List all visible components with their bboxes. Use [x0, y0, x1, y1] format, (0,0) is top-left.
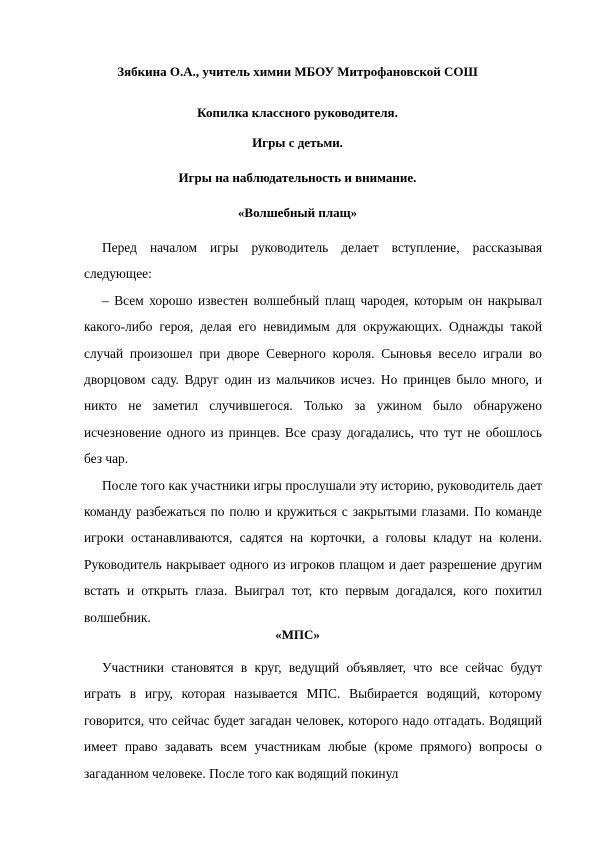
game-title-mps: «МПС» [275, 627, 320, 642]
author-line: Зябкина О.А., учитель химии МБОУ Митрофановской СОШ [117, 64, 478, 79]
topic-title: Игры на наблюдательность и внимание. [178, 170, 417, 185]
paragraph: Перед началом игры руководитель делает вступление, рассказывая следующее: [84, 240, 542, 282]
game-title-magic-cloak: «Волшебный плащ» [237, 205, 358, 220]
game-description-mps [84, 655, 542, 787]
paragraph: После того как участники игры прослушали эту историю, руководитель дает команду разбежаться по полю и кружиться с закрытыми глазами. По команде игроки останавливаются, садятся на корточки, а головы кладут на колени. Руководитель накрывает одного из игроков плащом и дает разрешение другим встать и открыть глаза. Выиграл тот, кто первым догадался, кого похитил волшебник. [84, 477, 542, 625]
section-title: Игры с детьми. [252, 135, 343, 150]
paragraph: – Всем хорошо известен волшебный плащ чародея, которым он накрывал какого-либо героя, делая его невидимым для окружающих. Однажды такой случай произошел при дворе Северного короля. Сыновья весело играли во дворцовом саду. Вдруг один из мальчиков исчез. Но принцев было много, и никто не заметил случившегося. Только за ужином было обнаружено исчезновение одного из принцев. Все сразу догадались, что тут не обошлось без чар. [84, 292, 542, 467]
collection-title: Копилка классного руководителя. [197, 105, 398, 120]
game-description-magic-cloak [84, 235, 542, 631]
paragraph: Участники становятся в круг, ведущий объявляет, что все сейчас будут играть в игру, которая называется МПС. Выбирается водящий, которому говорится, что сейчас будет загадан человек, которого надо отгадать. Водящий имеет право задавать всем участникам любые (кроме прямого) вопросы о загаданном человеке. После того как водящий покинул [84, 660, 542, 781]
